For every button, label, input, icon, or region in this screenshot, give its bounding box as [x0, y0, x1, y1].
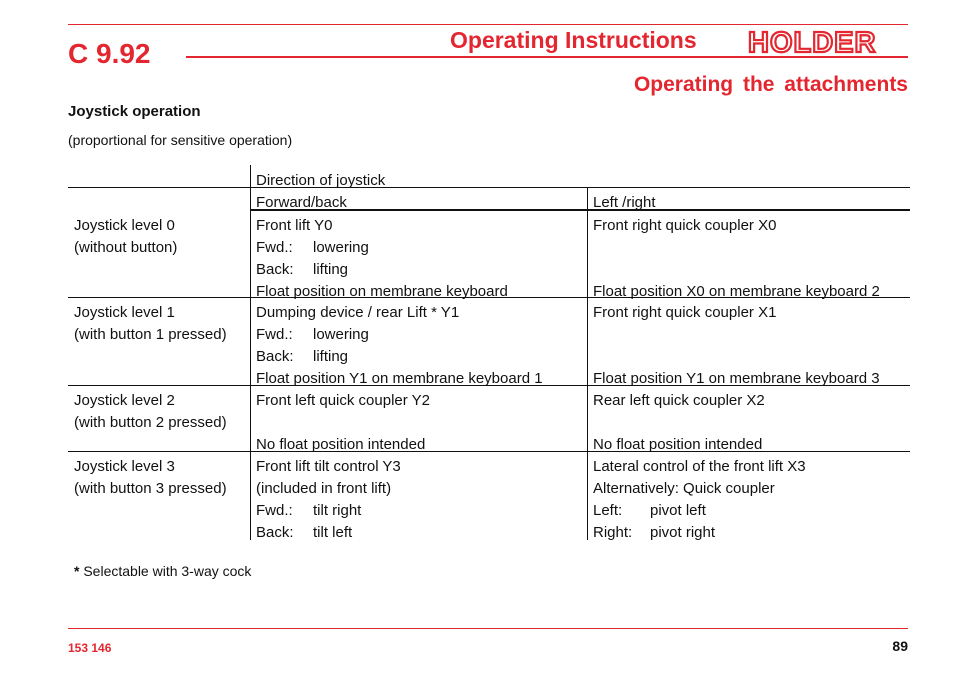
cell-fb: Back: tilt left — [256, 524, 353, 541]
document-number: 153 146 — [68, 641, 112, 655]
cell-fb: Fwd.: lowering — [256, 239, 369, 256]
model-number: C 9.92 — [68, 38, 151, 69]
row-condition: (with button 3 pressed) — [74, 480, 227, 497]
cell-lr: Alternatively: Quick coupler — [593, 480, 775, 497]
section-title: Operating the attachments — [633, 73, 908, 96]
row-level: Joystick level 2 — [74, 392, 175, 409]
table-vline — [250, 165, 251, 540]
cell-lr: Left: pivot left — [593, 502, 706, 519]
table-header-direction: Direction of joystick — [256, 172, 386, 189]
row-level: Joystick level 0 — [74, 217, 175, 234]
column-header-left-right: Left /right — [593, 194, 656, 211]
cell-fb: Fwd.: tilt right — [256, 502, 362, 519]
cell-lr: Rear left quick coupler X2 — [593, 392, 765, 409]
footnote: * Selectable with 3-way cock — [74, 563, 252, 579]
cell-fb: (included in front lift) — [256, 480, 392, 497]
top-rule — [68, 24, 908, 25]
svg-text:HOLDER: HOLDER — [748, 28, 877, 56]
cell-fb: Fwd.: lowering — [256, 326, 369, 343]
cell-lr: Float position X0 on membrane keyboard 2 — [593, 283, 880, 300]
cell-fb: No float position intended — [256, 436, 426, 453]
row-condition: (with button 1 pressed) — [74, 326, 227, 343]
footer-rule — [68, 628, 908, 629]
cell-lr: Front right quick coupler X0 — [593, 217, 777, 234]
cell-fb: Front left quick coupler Y2 — [256, 392, 430, 409]
holder-logo — [748, 28, 902, 56]
cell-fb: Dumping device / rear Lift * Y1 — [256, 304, 460, 321]
cell-lr: Right: pivot right — [593, 524, 716, 541]
row-condition: (without button) — [74, 239, 178, 256]
row-level: Joystick level 1 — [74, 304, 175, 321]
document-title: Operating Instructions — [450, 27, 697, 53]
cell-fb: Front lift tilt control Y3 — [256, 458, 401, 475]
cell-fb: Front lift Y0 — [256, 217, 333, 234]
cell-fb: Back: lifting — [256, 261, 349, 278]
cell-fb: Float position Y1 on membrane keyboard 1 — [256, 370, 543, 387]
cell-fb: Back: lifting — [256, 348, 349, 365]
table-vline — [587, 188, 588, 540]
table-hline — [68, 451, 910, 452]
cell-lr: Front right quick coupler X1 — [593, 304, 777, 321]
row-condition: (with button 2 pressed) — [74, 414, 227, 431]
header-rule — [186, 56, 908, 58]
cell-lr: Float position Y1 on membrane keyboard 3 — [593, 370, 880, 387]
cell-lr: No float position intended — [593, 436, 763, 453]
page-number: 89 — [892, 638, 908, 654]
table-hline — [68, 187, 910, 188]
cell-fb: Float position on membrane keyboard — [256, 283, 508, 300]
row-level: Joystick level 3 — [74, 458, 175, 475]
column-header-forward-back: Forward/back — [256, 194, 347, 211]
cell-lr: Lateral control of the front lift X3 — [593, 458, 806, 475]
table-hline — [250, 209, 910, 211]
subnote: (proportional for sensitive operation) — [68, 132, 293, 148]
section-heading: Joystick operation — [68, 103, 201, 120]
